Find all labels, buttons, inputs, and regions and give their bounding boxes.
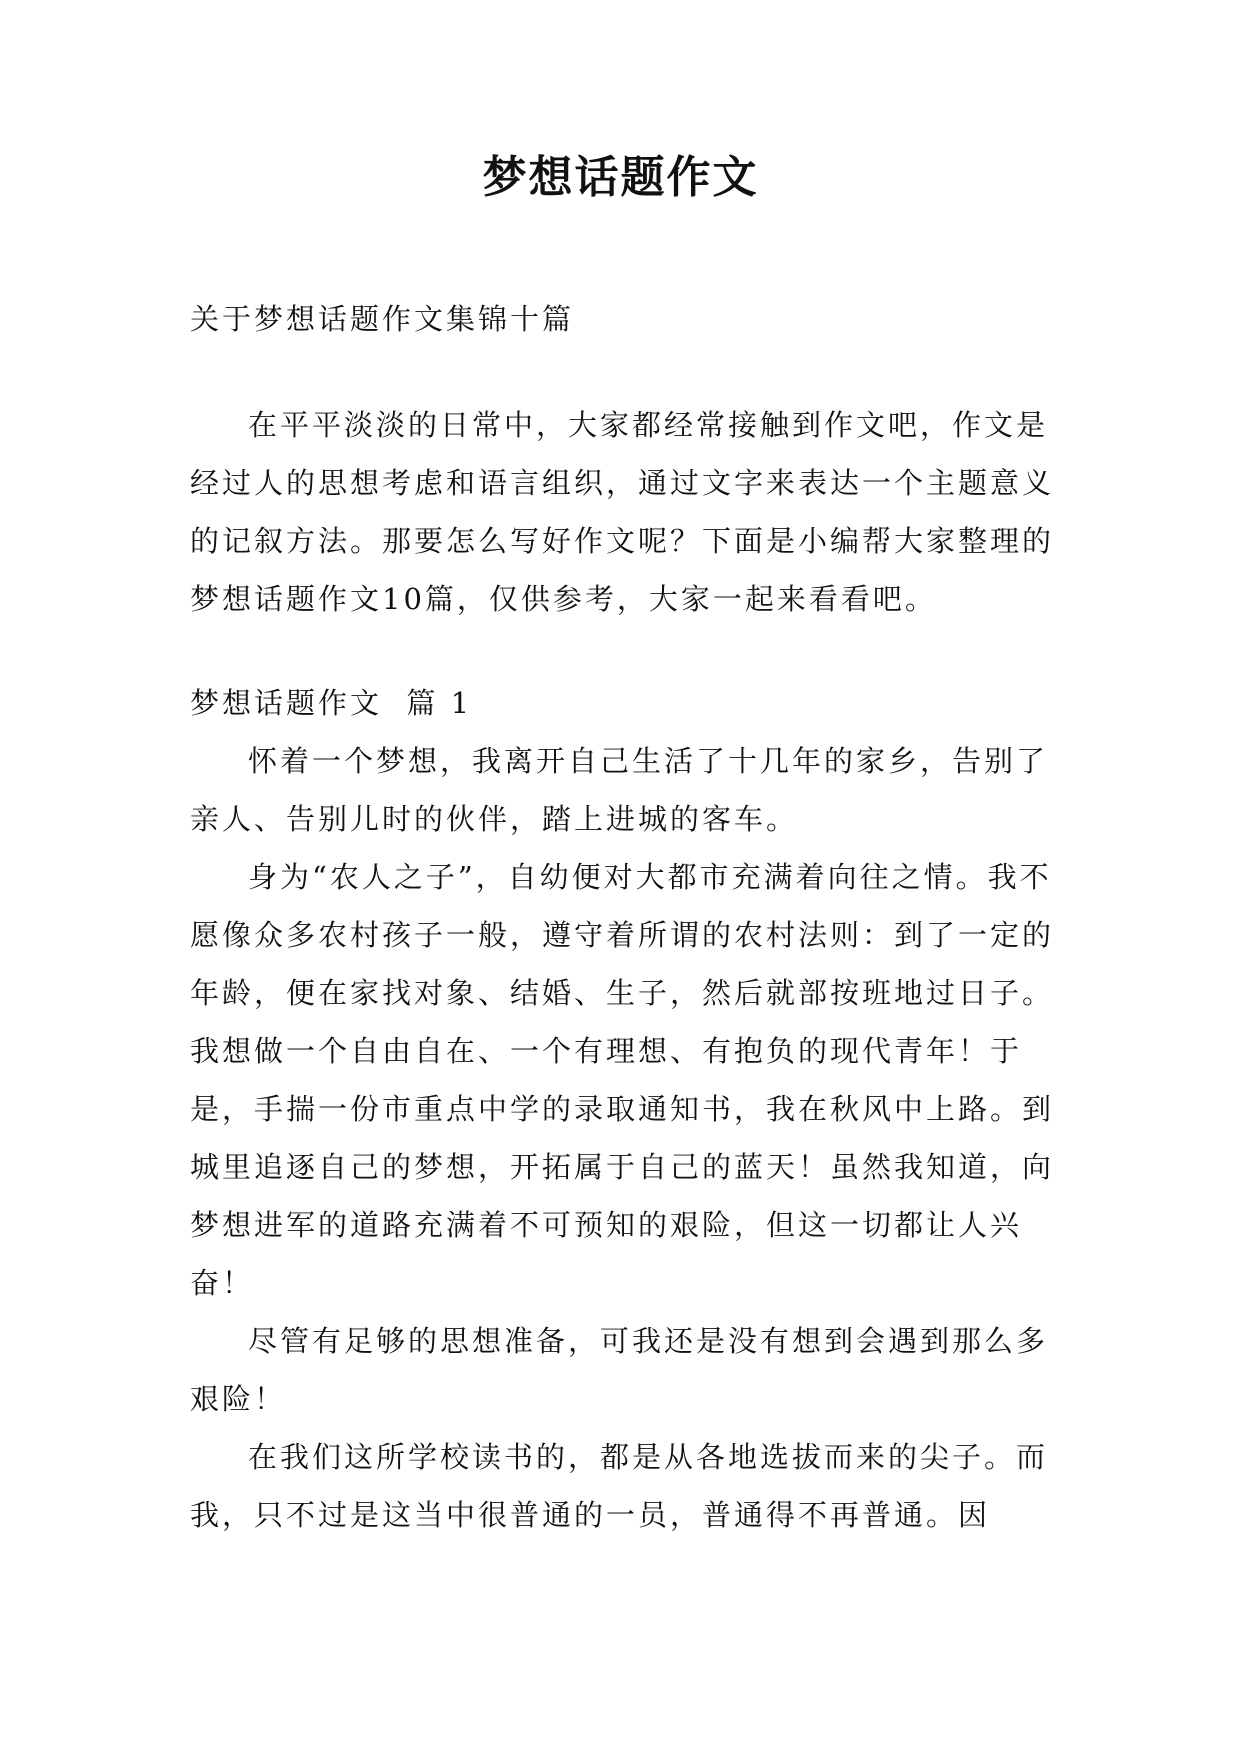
body-paragraph: 在我们这所学校读书的，都是从各地选拔而来的尖子。而我，只不过是这当中很普通的一员，普通得不再普通。因	[190, 1440, 1049, 1532]
body-paragraph: 身为“农人之子”，自幼便对大都市充满着向往之情。我不愿像众多农村孩子一般，遵守着所谓的农村法则：到了一定的年龄，便在家找对象、结婚、生子，然后就部按班地过日子。我想做一个自由自在、一个有理想、有抱负的现代青年！于是，手揣一份市重点中学的录取通知书，我在秋风中上路。到城里追逐自己的梦想，开拓属于自己的蓝天！虽然我知道，向梦想进军的道路充满着不可预知的艰险，但这一切都让人兴奋！	[190, 860, 1055, 1300]
section-heading: 梦想话题作文 篇 1	[190, 686, 473, 720]
intro-paragraph: 在平平淡淡的日常中，大家都经常接触到作文吧，作文是经过人的思想考虑和语言组织，通过文字来表达一个主题意义的记叙方法。那要怎么写好作文呢？下面是小编帮大家整理的梦想话题作文10篇，仅供参考，大家一起来看看吧。	[190, 408, 1055, 616]
document-title: 梦想话题作文	[482, 152, 759, 203]
body-paragraph: 尽管有足够的思想准备，可我还是没有想到会遇到那么多艰险！	[190, 1324, 1049, 1416]
document-subtitle: 关于梦想话题作文集锦十篇	[190, 302, 575, 336]
document-body	[190, 290, 1060, 1544]
body-paragraph: 怀着一个梦想，我离开自己生活了十几年的家乡，告别了亲人、告别儿时的伙伴，踏上进城的客车。	[190, 744, 1049, 836]
